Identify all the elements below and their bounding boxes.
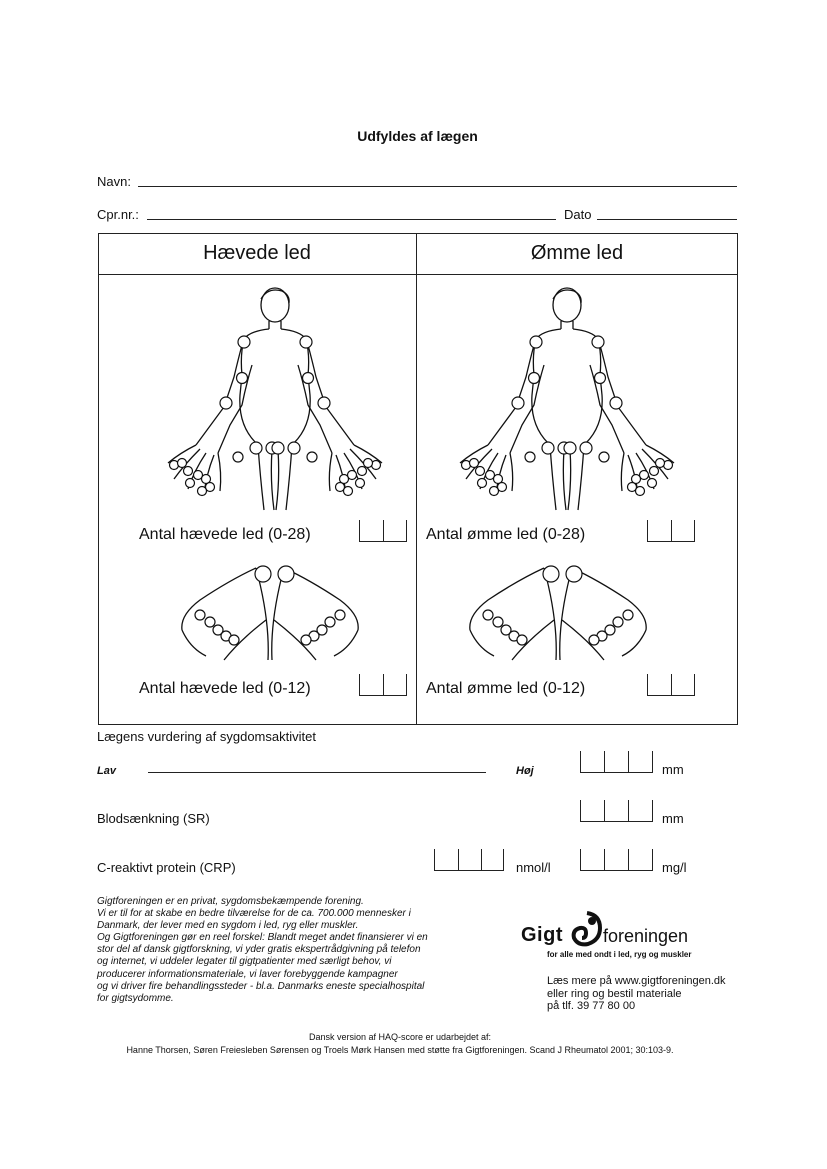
about-text [97,896,517,1005]
assessment-unit: mm [662,762,684,777]
name-label: Navn: [97,174,131,189]
sr-label: Blodsænkning (SR) [97,811,210,826]
vas-line[interactable] [148,772,486,773]
about-line: Vi er til for at skabe en bedre tilværelse for de ca. 700.000 mennesker i [97,908,411,920]
feet-figure-tender-icon [458,560,658,670]
about-line: producerer informationsmateriale, vi laver forebyggende kampagner [97,968,398,980]
cpr-label: Cpr.nr.: [97,207,139,222]
about-line: for gigtsydomme. [97,992,174,1004]
form-title: Udfyldes af lægen [357,128,478,144]
credits-line-1: Dansk version af HAQ-score er udarbejdet af: [308,1032,492,1042]
about-line: Gigtforeningen er en privat, sygdomsbekæmpende forening. [97,896,364,907]
count-label-swollen-body: Antal hævede led (0-28) [139,526,311,543]
table-header-divider [98,274,737,275]
count-label-tender-body: Antal ømme led (0-28) [426,526,586,543]
assessment-mm-box[interactable] [580,751,653,773]
name-field[interactable] [138,186,737,187]
about-line: stor del af dansk gigtforskning, vi yder gratis ekspertrådgivning på telefon [97,944,421,956]
logo-word-gigt: Gigt [521,924,563,946]
contact-line: Læs mere på www.gigtforeningen.dk [547,975,726,987]
logo-tagline: for alle med ondt i led, ryg og muskler [547,950,692,959]
about-line: Og Gigtforeningen gør en reel forskel: Blandt meget andet finansierer vi en [97,932,428,944]
heading-tender-joints: Ømme led [530,242,624,264]
sr-box[interactable] [580,800,653,822]
contact-line: eller ring og bestil materiale [547,987,682,1000]
feet-figure-swollen-icon [170,560,370,670]
count-label-swollen-feet: Antal hævede led (0-12) [139,680,311,697]
crp-unit-nmol: nmol/l [516,860,551,875]
logo-mark-icon [570,910,604,948]
crp-mg-box[interactable] [580,849,653,871]
contact-info [547,975,747,1013]
count-box-swollen-feet[interactable] [359,674,407,696]
count-box-tender-body[interactable] [647,520,695,542]
crp-label: C-reaktivt protein (CRP) [97,860,236,875]
body-figure-swollen-icon [160,285,390,515]
credits-line-2: Hanne Thorsen, Søren Freiesleben Sørensen og Troels Mørk Hansen med støtte fra Gigtforeningen. Scand J Rheumatol 2001; 30:103-9. [126,1045,674,1055]
logo-word-foreningen: foreningen [603,926,689,946]
crp-nmol-box[interactable] [434,849,504,871]
cpr-field[interactable] [147,219,556,220]
crp-unit-mg: mg/l [662,860,687,875]
about-line: Danmark, der lever med en sygdom i led, ryg eller muskler. [97,920,359,932]
date-field[interactable] [597,219,737,220]
scale-low-label: Lav [97,765,116,777]
sr-unit: mm [662,811,684,826]
table-divider [416,233,417,724]
count-label-tender-feet: Antal ømme led (0-12) [426,680,586,697]
count-box-swollen-body[interactable] [359,520,407,542]
heading-swollen-joints: Hævede led [203,242,311,264]
about-line: og vi driver fire behandlingssteder - bl.a. Danmarks eneste specialhospital [97,980,425,992]
count-box-tender-feet[interactable] [647,674,695,696]
scale-high-label: Høj [516,765,534,777]
date-label: Dato [564,207,592,222]
about-line: og internet, vi uddeler legater til gigtpatienter med særligt behov, vi [97,956,392,968]
body-figure-tender-icon [452,285,682,515]
contact-line: på tlf. 39 77 80 00 [547,1000,636,1012]
assessment-heading: Lægens vurdering af sygdomsaktivitet [97,729,316,744]
